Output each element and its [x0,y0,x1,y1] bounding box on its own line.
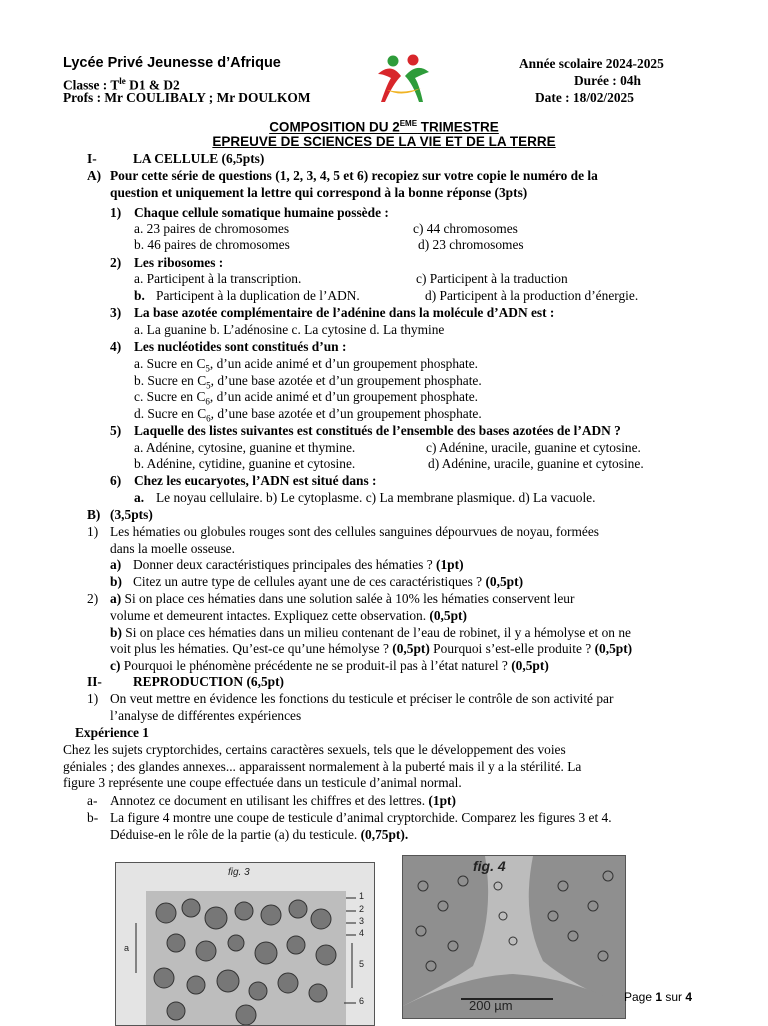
part2-number: II- [87,674,102,689]
q1-option-b: b. 46 paires de chromosomes [134,237,290,252]
q1-text: Chaque cellule somatique humaine possède : [134,205,389,220]
q5-option-a: a. Adénine, cytosine, guanine et thymine. [134,440,356,455]
figure-3-label: fig. 3 [228,867,250,878]
class-line: Classe : $T^{le}$ D1 & D2 [63,76,180,93]
b1a-question: Donner deux caractéristiques principales des hématies ? (1pt) [133,557,464,572]
q2-option-d: d) Participent à la production d’énergie. [425,288,639,303]
figure-3-mark-3: 3 [359,916,365,926]
q2-option-b-letter: b. [134,288,145,303]
q5-text: Laquelle des listes suivantes est constitués de l’ensemble des bases azotées de l’ADN ? [134,423,621,438]
q5-option-b: b. Adénine, cytidine, guanine et cytosine. [134,456,356,471]
duration: Durée : 04h [574,73,641,88]
q6-option-a-letter: a. [134,490,145,505]
school-logo [373,52,435,104]
exam-subject-title: EPREUVE DE SCIENCES DE LA VIE ET DE LA TERRE [212,134,556,149]
b1-number: 1) [87,524,99,539]
figure-3-mark-a: a [124,943,130,953]
figure-4-scale: 200 µm [469,998,513,1013]
b2a-question-2: volume et demeurent intactes. Expliquez cette observation. (0,5pt) [110,608,467,623]
b1-text-1: Les hématies ou globules rouges sont des cellules sanguines dépourvues de noyau, formées [110,524,600,539]
q2-option-c: c) Participent à la traduction [416,271,568,286]
q4-option-c: c. Sucre en $C_6$, d’un acide animé et d’un groupement phosphate. [134,389,479,407]
q4-option-b: b. Sucre en $C_5$, d’une base azotée et d’un groupement phosphate. [134,373,482,391]
section-a-instruction-2: question et uniquement la lettre qui correspond à la bonne réponse (3pts) [110,185,528,200]
q3-options: a. La guanine b. L’adénosine c. La cytosine d. La thymine [134,322,445,337]
figure-4-label: fig. 4 [473,858,506,874]
q4-option-d: d. Sucre en $C_6$, d’une base azotée et d’un groupement phosphate. [134,406,482,424]
q3-number: 3) [110,305,122,320]
school-name: Lycée Privé Jeunesse d’Afrique [63,55,281,71]
figure-3-mark-4: 4 [359,928,365,938]
b2b-question-2: voit plus les hématies. Qu’est-ce qu’une hémolyse ? (0,5pt) Pourquoi s’est-elle produite ? (0,5pt) [110,641,633,656]
q6-number: 6) [110,473,122,488]
b1-text-2: dans la moelle osseuse. [110,541,235,556]
experiment-1-text-3: figure 3 représente une coupe effectuée dans un testicule d’animal normal. [63,775,462,790]
q6-options: Le noyau cellulaire. b) Le cytoplasme. c) La membrane plasmique. d) La vacuole. [156,490,596,505]
b2c-question: c) Pourquoi le phénomène précédente ne se produit-il pas à l’état naturel ? (0,5pt) [110,658,549,673]
q5-option-d: d) Adénine, uracile, guanine et cytosine. [428,456,644,471]
part2-q1-number: 1) [87,691,99,706]
q4-option-a: a. Sucre en $C_5$, d’un acide animé et d’un groupement phosphate. [134,356,479,374]
part2-intro-2: l’analyse de différentes expériences [110,708,302,723]
qa-question: Annotez ce document en utilisant les chiffres et des lettres. (1pt) [110,793,456,808]
q1-option-c: c) 44 chromosomes [413,221,518,236]
q4-text: Les nucléotides sont constitués d’un : [134,339,347,354]
q2-option-b: Participent à la duplication de l’ADN. [156,288,360,303]
q4-number: 4) [110,339,122,354]
b1a-label: a) [110,557,122,572]
figure-4-drawing [403,856,625,1018]
qb-label: b- [87,810,99,825]
page-number: Page 1 sur 4 [624,990,693,1004]
section-a-instruction-1: Pour cette série de questions (1, 2, 3, 4, 5 et 6) recopiez sur votre copie le numéro de la [110,168,598,183]
composition-title: COMPOSITION DU 2EME TRIMESTRE [269,119,499,135]
experiment-1-title: Expérience 1 [75,725,150,740]
profs-line: Profs : Mr COULIBALY ; Mr DOULKOM [63,90,311,105]
q1-option-d: d) 23 chromosomes [418,237,524,252]
section-b-label: B) [87,507,101,522]
figure-3-mark-5: 5 [359,959,365,969]
part2-title: REPRODUCTION (6,5pt) [133,674,285,689]
q2-text: Les ribosomes : [134,255,224,270]
figure-3-drawing [116,863,374,1025]
figure-3-mark-2: 2 [359,904,365,914]
experiment-1-text-1: Chez les sujets cryptorchides, certains caractères sexuels, tels que le développement des voies [63,742,566,757]
q6-text: Chez les eucaryotes, l’ADN est situé dans : [134,473,377,488]
qb-question-1: La figure 4 montre une coupe de testicule d’animal cryptorchide. Comparez les figures 3 et 4. [110,810,612,825]
b2a-question-1: a) Si on place ces hématies dans une solution salée à 10% les hématies conservent leur [110,591,575,606]
school-year: Année scolaire 2024-2025 [519,56,664,71]
b2b-question-1: b) Si on place ces hématies dans un milieu contenant de l’eau de robinet, il y a hémolyse et on ne [110,625,631,640]
q2-number: 2) [110,255,122,270]
exam-date: Date : 18/02/2025 [535,90,634,105]
q5-option-c: c) Adénine, uracile, guanine et cytosine. [426,440,641,455]
b1b-label: b) [110,574,122,589]
figure-3-mark-6: 6 [359,996,365,1006]
q2-option-a: a. Participent à la transcription. [134,271,302,286]
part1-number: I- [87,151,97,166]
experiment-1-text-2: géniales ; des glandes annexes... apparaissent normalement à la puberté mais il y a la stérilité. La [63,759,582,774]
q1-number: 1) [110,205,122,220]
figure-3-mark-1: 1 [359,891,365,901]
section-b-points: (3,5pts) [110,507,153,522]
b1b-question: Citez un autre type de cellules ayant une de ces caractéristiques ? (0,5pt) [133,574,524,589]
q3-text: La base azotée complémentaire de l’adénine dans la molécule d’ADN est : [134,305,555,320]
qa-label: a- [87,793,98,808]
section-a-label: A) [87,168,102,183]
part2-intro-1: On veut mettre en évidence les fonctions du testicule et préciser le contrôle de son activité par [110,691,614,706]
q5-number: 5) [110,423,122,438]
q1-option-a: a. 23 paires de chromosomes [134,221,290,236]
b2-number: 2) [87,591,99,606]
part1-title: LA CELLULE (6,5pts) [133,151,265,166]
qb-question-2: Déduise-en le rôle de la partie (a) du testicule. (0,75pt). [110,827,409,842]
figure-4 [402,855,626,1019]
figure-3 [115,862,375,1026]
